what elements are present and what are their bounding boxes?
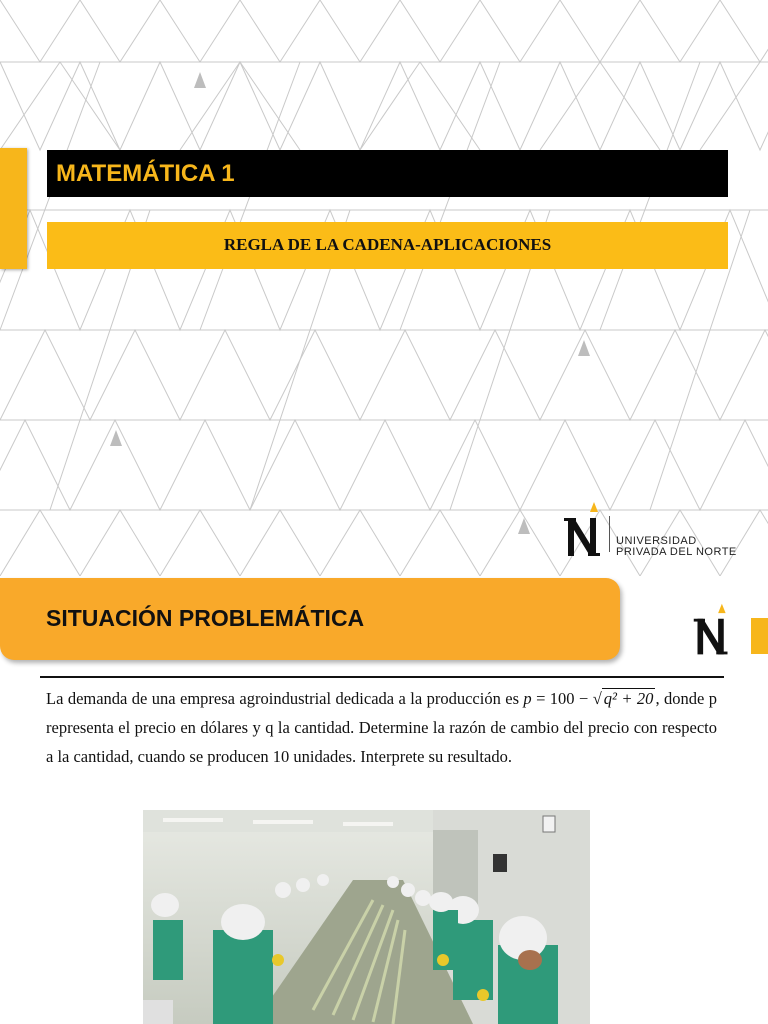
left-accent-tab	[0, 148, 27, 269]
formula-radicand: q² + 20	[603, 689, 654, 708]
formula-eq: = 100 −	[531, 689, 593, 708]
topic-subtitle: REGLA DE LA CADENA-APLICACIONES	[223, 235, 552, 254]
sqrt-symbol: √	[592, 689, 602, 708]
subtitle-bar	[47, 222, 728, 269]
course-title: MATEMÁTICA 1	[56, 160, 235, 187]
upn-n-icon	[560, 498, 608, 562]
factory-workers-image	[143, 810, 590, 1024]
divider-line	[40, 676, 724, 678]
problem-statement	[46, 684, 717, 771]
university-logo	[560, 498, 760, 562]
logo-text-line1: UNIVERSIDAD	[616, 535, 697, 547]
asparagus-factory-photo	[143, 810, 590, 1024]
title-bar	[47, 150, 728, 197]
problem-text-part1: La demanda de una empresa agroindustrial dedicada a la producción es	[46, 689, 519, 708]
section-banner	[0, 578, 620, 660]
logo-text-line2: PRIVADA DEL NORTE	[616, 546, 737, 558]
formula-p: p	[523, 689, 532, 708]
problem-slide	[0, 576, 768, 1024]
right-accent-tab	[751, 618, 768, 654]
problem-text-part2: , donde p representa el precio en dólares y q la cantidad. Determine la razón de cambio del precio con respecto a la cantidad, cuando se producen 10 unidades. Interprete su resultado.	[46, 689, 717, 766]
section-title: SITUACIÓN PROBLEMÁTICA	[46, 605, 365, 631]
upn-n-icon-small	[690, 600, 735, 660]
logo-divider	[609, 516, 610, 552]
